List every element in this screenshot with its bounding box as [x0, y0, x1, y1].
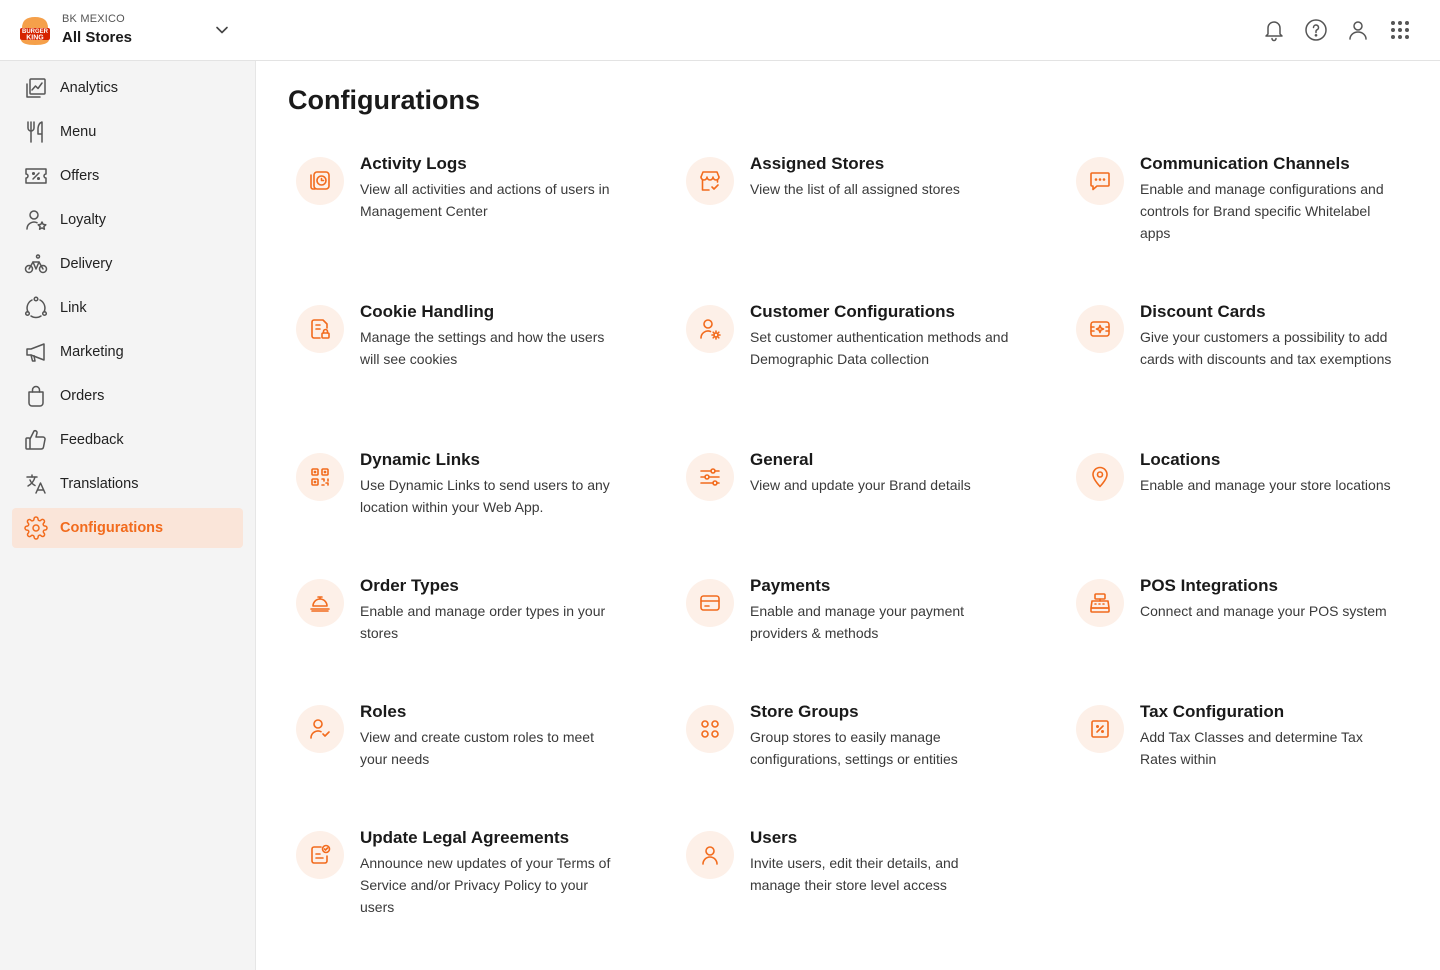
thumbs-up-icon: [24, 428, 48, 452]
card-general[interactable]: [678, 449, 1038, 501]
document-check-icon: [296, 831, 344, 879]
credit-card-icon: [686, 579, 734, 627]
card-discount-cards[interactable]: [1068, 301, 1428, 370]
sidebar-item-label: Analytics: [60, 80, 119, 96]
card-description: Announce new updates of your Terms of Service and/or Privacy Policy to your users: [360, 855, 611, 915]
user-star-icon: [24, 208, 48, 232]
card-title: Update Legal Agreements: [360, 828, 570, 847]
card-title: Customer Configurations: [750, 302, 955, 321]
sidebar-item-analytics[interactable]: [12, 68, 243, 108]
card-title: Payments: [750, 576, 831, 595]
apps-grid-icon[interactable]: [1388, 16, 1412, 44]
card-communication-channels[interactable]: [1068, 153, 1428, 244]
card-description: Enable and manage order types in your stores: [360, 603, 606, 641]
card-description: Group stores to easily manage configurations, settings or entities: [750, 729, 958, 767]
store-region: BK MEXICO: [62, 13, 125, 25]
card-roles[interactable]: [288, 701, 648, 770]
sidebar-item-label: Loyalty: [60, 212, 106, 228]
card-locations[interactable]: [1068, 449, 1428, 501]
card-description: View and update your Brand details: [750, 477, 971, 493]
megaphone-icon: [24, 340, 48, 364]
sidebar-item-label: Translations: [60, 476, 139, 492]
card-pos-integrations[interactable]: [1068, 575, 1428, 627]
map-pin-icon: [1076, 453, 1124, 501]
card-dynamic-links[interactable]: [288, 449, 648, 518]
card-description: Manage the settings and how the users will see cookies: [360, 329, 605, 367]
card-payments[interactable]: [678, 575, 1038, 644]
card-title: Dynamic Links: [360, 450, 480, 469]
sidebar-item-delivery[interactable]: [12, 244, 243, 284]
sidebar-item-label: Configurations: [60, 520, 164, 536]
card-description: Use Dynamic Links to send users to any location within your Web App.: [360, 477, 610, 515]
card-title: General: [750, 450, 814, 469]
card-description: Set customer authentication methods and Demographic Data collection: [750, 329, 1009, 367]
card-title: Order Types: [360, 576, 459, 595]
sidebar: [0, 61, 256, 970]
user-gear-icon: [686, 305, 734, 353]
card-users[interactable]: [678, 827, 1038, 896]
sidebar-item-translations[interactable]: [12, 464, 243, 504]
document-lock-icon: [296, 305, 344, 353]
sidebar-item-orders[interactable]: [12, 376, 243, 416]
sidebar-item-label: Menu: [60, 124, 97, 140]
chevron-down-icon[interactable]: [212, 20, 232, 40]
groups-icon: [686, 705, 734, 753]
card-title: Tax Configuration: [1140, 702, 1285, 721]
card-cookie-handling[interactable]: [288, 301, 648, 370]
sidebar-item-loyalty[interactable]: [12, 200, 243, 240]
sidebar-item-label: Delivery: [60, 256, 113, 272]
translate-icon: [24, 472, 48, 496]
card-description: Enable and manage your store locations: [1140, 477, 1391, 493]
store-name: All Stores: [62, 29, 133, 46]
card-tax-configuration[interactable]: [1068, 701, 1428, 770]
sidebar-item-offers[interactable]: [12, 156, 243, 196]
fork-knife-icon: [24, 120, 48, 144]
card-description: View all activities and actions of users in Management Center: [360, 181, 610, 219]
card-store-groups[interactable]: [678, 701, 1038, 770]
card-description: Add Tax Classes and determine Tax Rates within: [1140, 729, 1363, 767]
card-description: View and create custom roles to meet your needs: [360, 729, 594, 767]
user-role-icon: [296, 705, 344, 753]
clock-log-icon: [296, 157, 344, 205]
card-title: Roles: [360, 702, 407, 721]
discount-card-icon: [1076, 305, 1124, 353]
cash-register-icon: [1076, 579, 1124, 627]
analytics-icon: [24, 76, 48, 100]
bike-icon: [24, 252, 48, 276]
bag-icon: [24, 384, 48, 408]
chat-bubble-icon: [1076, 157, 1124, 205]
card-title: Assigned Stores: [750, 154, 885, 173]
main-content: [256, 61, 1440, 970]
gear-icon: [24, 516, 48, 540]
page-title: Configurations: [288, 85, 480, 115]
svg-text:KING: KING: [26, 34, 44, 41]
user-icon[interactable]: [1346, 16, 1370, 44]
card-description: Give your customers a possibility to add cards with discounts and tax exemptions: [1140, 329, 1392, 367]
card-assigned-stores[interactable]: [678, 153, 1038, 205]
card-description: Enable and manage configurations and controls for Brand specific Whitelabel apps: [1140, 181, 1384, 241]
store-selector[interactable]: [18, 13, 132, 48]
sidebar-item-menu[interactable]: [12, 112, 243, 152]
card-description: Connect and manage your POS system: [1140, 603, 1387, 619]
card-title: Locations: [1140, 450, 1221, 469]
sidebar-item-label: Offers: [60, 168, 100, 184]
sidebar-item-configurations[interactable]: [12, 508, 243, 548]
card-description: Invite users, edit their details, and manage their store level access: [750, 855, 959, 893]
burger-king-logo: [18, 14, 52, 48]
service-bell-icon: [296, 579, 344, 627]
sliders-icon: [686, 453, 734, 501]
card-title: Discount Cards: [1140, 302, 1266, 321]
sidebar-item-link[interactable]: [12, 288, 243, 328]
card-title: Users: [750, 828, 798, 847]
bell-icon[interactable]: [1262, 16, 1286, 44]
sidebar-item-label: Link: [60, 300, 87, 316]
top-bar: [0, 0, 1440, 61]
help-icon[interactable]: [1304, 16, 1328, 44]
card-title: POS Integrations: [1140, 576, 1278, 595]
card-title: Store Groups: [750, 702, 859, 721]
sidebar-item-marketing[interactable]: [12, 332, 243, 372]
store-icon: [686, 157, 734, 205]
user-icon: [686, 831, 734, 879]
card-customer-configurations[interactable]: [678, 301, 1038, 370]
card-title: Cookie Handling: [360, 302, 495, 321]
card-title: Communication Channels: [1140, 154, 1350, 173]
card-description: View the list of all assigned stores: [750, 181, 960, 197]
card-description: Enable and manage your payment providers & methods: [750, 603, 965, 641]
sidebar-item-feedback[interactable]: [12, 420, 243, 460]
tax-percent-icon: [1076, 705, 1124, 753]
svg-text:BURGER: BURGER: [21, 28, 49, 35]
link-circle-icon: [24, 296, 48, 320]
card-order-types[interactable]: [288, 575, 648, 644]
card-activity-logs[interactable]: [288, 153, 648, 222]
card-title: Activity Logs: [360, 154, 467, 173]
qr-code-icon: [296, 453, 344, 501]
coupon-icon: [24, 164, 48, 188]
card-update-legal-agreements[interactable]: [288, 827, 648, 918]
sidebar-item-label: Orders: [60, 388, 105, 404]
sidebar-item-label: Feedback: [60, 432, 124, 448]
sidebar-item-label: Marketing: [60, 344, 124, 360]
